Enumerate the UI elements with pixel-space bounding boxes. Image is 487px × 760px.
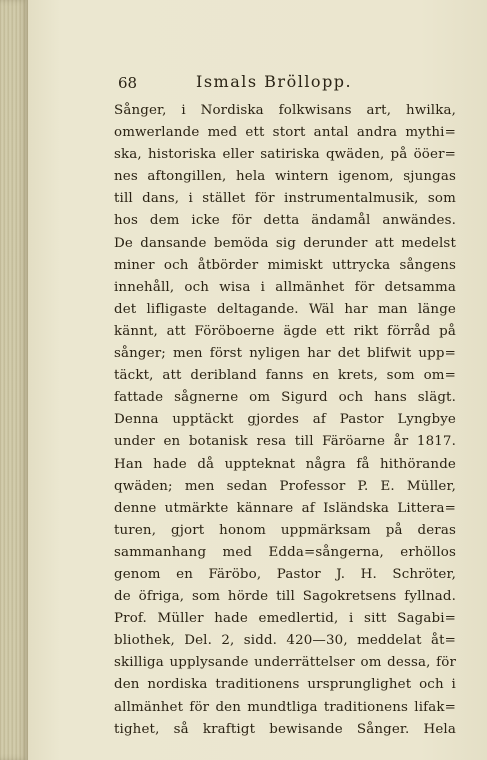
text-line: ska, historiska eller satiriska qwäden, på ööer= — [114, 147, 456, 163]
text-line: Han hade då uppteknat några få hithörande — [114, 456, 456, 472]
text-line: nes aftongillen, hela wintern igenom, sjungas — [114, 169, 456, 185]
text-line: under en botanisk resa till Färöarne år 1817. — [114, 434, 456, 450]
text-line: Denna upptäckt gjordes af Pastor Lyngbye — [114, 412, 456, 428]
text-line: de öfriga, som hörde till Sagokretsens fyllnad. — [114, 589, 456, 605]
text-line: De dansande bemöda sig derunder att medelst — [114, 235, 456, 251]
text-line: innehåll, och wisa i allmänhet för detsamma — [114, 279, 456, 295]
text-line: qwäden; men sedan Professor P. E. Müller, — [114, 478, 456, 494]
text-line: omwerlande med ett stort antal andra mythi= — [114, 125, 456, 141]
text-line: skilliga upplysande underrättelser om dessa, för — [114, 655, 456, 671]
text-line: sånger; men först nyligen har det blifwit upp= — [114, 346, 456, 362]
text-line: miner och åtbörder mimiskt uttrycka sångens — [114, 257, 456, 273]
text-line: till dans, i stället för instrumentalmusik, som — [114, 191, 456, 207]
text-line: genom en Färöbo, Pastor J. H. Schröter, — [114, 566, 456, 582]
text-line: den nordiska traditionens ursprunglighet och i — [114, 677, 456, 693]
text-line: bliothek, Del. 2, sidd. 420—30, meddelat åt= — [114, 633, 456, 649]
text-line: allmänhet för den mundtliga traditionens lifak= — [114, 699, 456, 715]
text-line: turen, gjort honom uppmärksam på deras — [114, 522, 456, 538]
text-line: denne utmärkte kännare af Isländska Littera= — [114, 500, 456, 516]
text-line: kännt, att Föröboerne ägde ett rikt förråd på — [114, 323, 456, 339]
text-line: sammanhang med Edda=sångerna, erhöllos — [114, 544, 456, 560]
text-line: Sånger, i Nordiska folkwisans art, hwilka, — [114, 103, 456, 118]
book-gutter — [0, 0, 28, 760]
text-line: täckt, att deribland fanns en krets, som om= — [114, 368, 456, 384]
text-line: hos dem icke för detta ändamål anwändes. — [114, 213, 456, 229]
text-line: Prof. Müller hade emedlertid, i sitt Sagabi= — [114, 611, 456, 627]
running-head: Ismals Bröllopp. — [196, 72, 353, 91]
text-line: det lifligaste deltagande. Wäl har man länge — [114, 301, 456, 317]
body-text — [114, 100, 456, 741]
text-line: tighet, så kraftigt bewisande Sånger. Hela — [114, 721, 456, 737]
page-number: 68 — [118, 74, 138, 92]
text-line: fattade sågnerne om Sigurd och hans slägt. — [114, 390, 456, 406]
